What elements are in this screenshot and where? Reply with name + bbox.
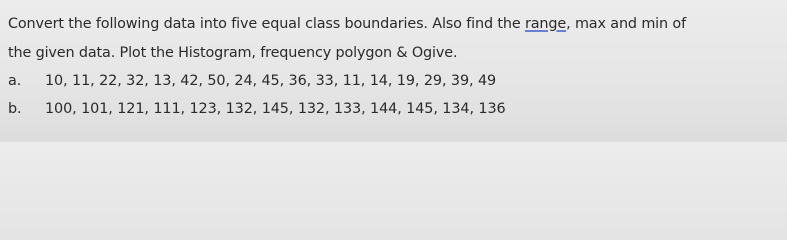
question-text-1a: Convert the following data into five equal class boundaries. Also find the: [8, 16, 525, 32]
question-line-1: [8, 15, 686, 33]
question-text-1b: , max and min of: [566, 16, 687, 32]
question-line-2: the given data. Plot the Histogram, frequency polygon & Ogive.: [8, 45, 458, 61]
item-b-label: b.: [8, 101, 22, 117]
item-a-label: a.: [8, 73, 22, 89]
underlined-word-range: range: [524, 16, 567, 32]
item-a-values: 10, 11, 22, 32, 13, 42, 50, 24, 45, 36, 33, 11, 14, 19, 29, 39, 49: [45, 73, 497, 89]
item-b-values: 100, 101, 121, 111, 123, 132, 145, 132, 133, 144, 145, 134, 136: [45, 101, 506, 117]
